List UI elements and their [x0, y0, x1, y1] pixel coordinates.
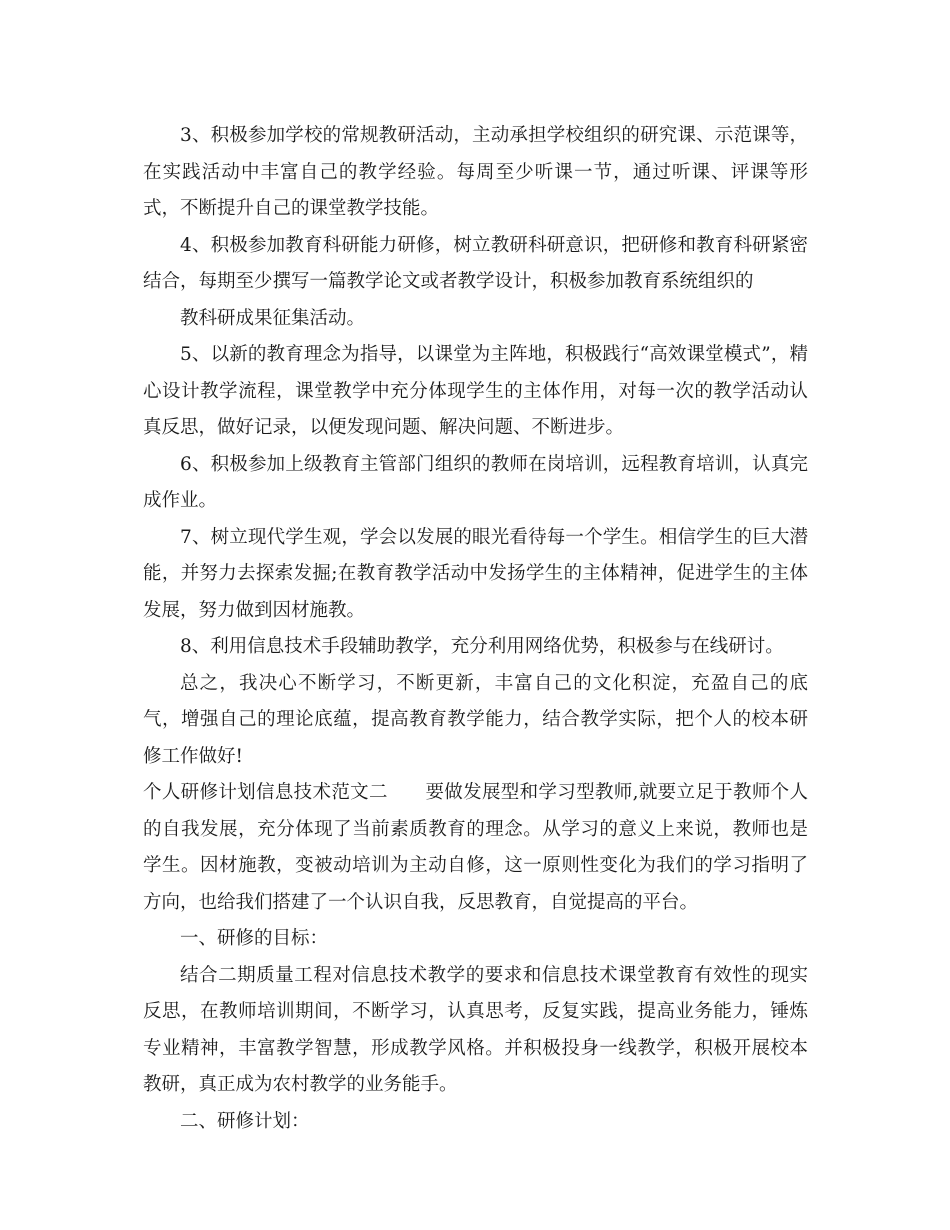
paragraph-conclusion: 总之，我决心不断学习，不断更新，丰富自己的文化积淀，充盈自己的底气，增强自己的理论底蕴，提高教育教学能力，结合教学实际，把个人的校本研修工作做好!	[143, 672, 808, 767]
heading-research-plan: 二、研修计划：	[180, 1110, 310, 1132]
paragraph-item-3: 3、积极参加学校的常规教研活动，主动承担学校组织的研究课、示范课等，在实践活动中丰富自己的教学经验。每周至少听课一节，通过听课、评课等形式，不断提升自己的课堂教学技能。	[143, 125, 808, 219]
heading-research-goals: 一、研修的目标：	[180, 928, 329, 949]
paragraph-item-8: 8、利用信息技术手段辅助教学，充分利用网络优势，积极参与在线研讨。	[180, 636, 784, 657]
paragraph-item-7: 7、树立现代学生观，学会以发展的眼光看待每一个学生。相信学生的巨大潜能，并努力去探索发掘;在教育教学活动中发扬学生的主体精神，促进学生的主体发展，努力做到因材施教。	[143, 526, 808, 621]
paragraph-item-4-continued: 教科研成果征集活动。	[180, 307, 366, 329]
paragraph-item-4: 4、积极参加教育科研能力研修，树立教研科研意识，把研修和教育科研紧密结合，每期至少撰写一篇教学论文或者教学设计，积极参加教育系统组织的	[143, 234, 808, 292]
paragraph-research-goals: 结合二期质量工程对信息技术教学的要求和信息技术课堂教育有效性的现实反思，在教师培训期间，不断学习，认真思考，反复实践，提高业务能力，锤炼专业精神，丰富教学智慧，形成教学风格。并积极投身一线教学，积极开展校本教研，真正成为农村教学的业务能手。	[143, 964, 808, 1095]
paragraph-item-6: 6、积极参加上级教育主管部门组织的教师在岗培训，远程教育培训，认真完成作业。	[143, 453, 808, 511]
paragraph-item-5: 5、以新的教育理念为指导，以课堂为主阵地，积极践行“高效课堂模式”，精心设计教学流程，课堂教学中充分体现学生的主体作用，对每一次的教学活动认真反思，做好记录，以便发现问题、解决问题、不断进步。	[143, 344, 808, 438]
paragraph-sample-two-intro: 个人研修计划信息技术范文二 要做发展型和学习型教师,就要立足于教师个人的自我发展，充分体现了当前素质教育的理念。从学习的意义上来说，教师也是学生。因材施教，变被动培训为主动自修，这一原则性变化为我们的学习指明了方向，也给我们搭建了一个认识自我，反思教育，自觉提高的平台。	[143, 782, 808, 913]
document-page	[143, 118, 808, 1140]
